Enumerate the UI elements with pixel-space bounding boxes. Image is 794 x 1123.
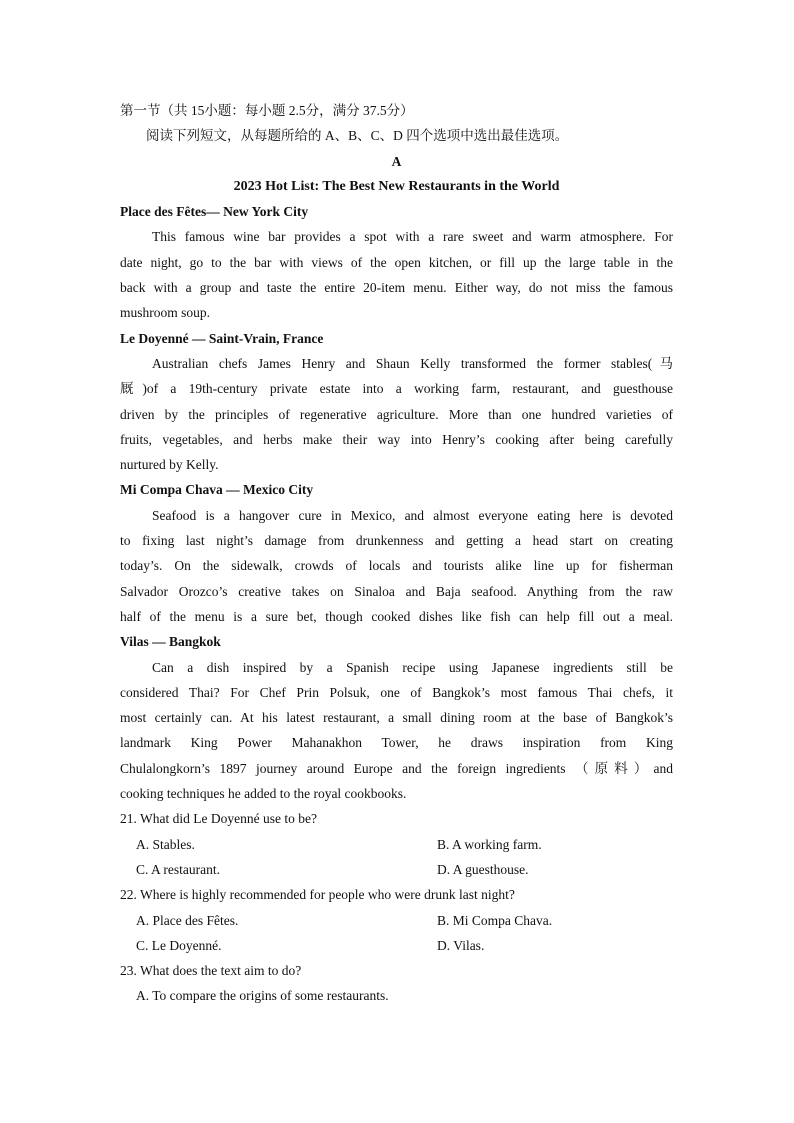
restaurant-section: [120, 477, 673, 629]
question-stem: 23. What does the text aim to do?: [120, 963, 302, 979]
passage-label: A: [391, 153, 402, 169]
option-a: A. To compare the origins of some restaurants.: [136, 988, 389, 1004]
passage-title: 2023 Hot List: The Best New Restaurants in the World: [233, 178, 560, 194]
question-stem: 22. Where is highly recommended for people who were drunk last night?: [120, 887, 515, 903]
paragraph-line: Australian chefs James Henry and Shaun Kelly transformed the former stables(马: [152, 355, 673, 371]
paragraph-line: cooking techniques he added to the royal cookbooks.: [120, 786, 407, 802]
paragraph-line: This famous wine bar provides a spot with a rare sweet and warm atmosphere. For: [152, 229, 673, 245]
restaurant-heading: Vilas — Bangkok: [120, 634, 221, 650]
exam-page: [120, 98, 673, 1009]
restaurant-heading: Le Doyenné — Saint-Vrain, France: [120, 330, 324, 346]
paragraph-line: mushroom soup.: [120, 305, 211, 321]
question: [120, 806, 673, 882]
paragraph-line: nurtured by Kelly.: [120, 457, 219, 473]
paragraph-line: date night, go to the bar with views of the open kitchen, or fill up the large table in the: [120, 254, 673, 270]
restaurant-section: [120, 629, 673, 806]
option-row: [120, 908, 673, 933]
restaurant-section: [120, 199, 673, 325]
paragraph-line: today’s. On the sidewalk, crowds of locals and tourists alike line up for fisherman: [120, 558, 673, 574]
paragraph-line: back with a group and taste the entire 20-item menu. Either way, do not miss the famous: [120, 280, 673, 296]
paragraph-line: 厩)of a 19th-century private estate into a working farm, restaurant, and guesthouse: [120, 381, 673, 397]
question: [120, 958, 673, 1009]
option-d: D. A guesthouse.: [437, 861, 529, 877]
option-d: D. Vilas.: [437, 937, 485, 953]
paragraph-line: landmark King Power Mahanakhon Tower, he draws inspiration from King: [120, 735, 673, 751]
option-a: A. Stables.: [136, 836, 195, 852]
option-c: C. A restaurant.: [136, 861, 220, 877]
option-row: [120, 832, 673, 857]
paragraph-line: most certainly can. At his latest restaurant, a small dining room at the base of Bangkok’s: [120, 710, 673, 726]
restaurant-heading: Mi Compa Chava — Mexico City: [120, 482, 314, 498]
paragraph-line: half of the menu is a sure bet, though cooked dishes like fish can help fill out a meal.: [120, 608, 673, 624]
question-stem: 21. What did Le Doyenné use to be?: [120, 811, 317, 827]
restaurant-section: [120, 326, 673, 478]
paragraph-line: Can a dish inspired by a Spanish recipe using Japanese ingredients still be: [152, 659, 673, 675]
paragraph-line: Chulalongkorn’s 1897 journey around Europe and the foreign ingredients （原料）and: [120, 760, 673, 776]
instruction: 阅读下列短文，从每题所给的 A、B、C、D 四个选项中选出最佳选项。: [146, 128, 569, 144]
paragraph-line: considered Thai? For Chef Prin Polsuk, one of Bangkok’s most famous Thai chefs, it: [120, 684, 673, 700]
option-row: [120, 857, 673, 882]
paragraph-line: Seafood is a hangover cure in Mexico, and almost everyone eating here is devoted: [152, 507, 673, 523]
paragraph-line: fruits, vegetables, and herbs make their way into Henry’s cooking after being carefully: [120, 431, 673, 447]
option-row: [120, 933, 673, 958]
paragraph-line: Salvador Orozco’s creative takes on Sinaloa and Baja seafood. Anything from the raw: [120, 583, 673, 599]
restaurant-heading: Place des Fêtes— New York City: [120, 204, 309, 220]
option-c: C. Le Doyenné.: [136, 937, 222, 953]
section-header: 第一节（共 15小题：每小题 2.5分，满分 37.5分）: [120, 103, 414, 118]
option-b: B. Mi Compa Chava.: [437, 912, 553, 928]
paragraph-line: to fixing last night’s damage from drunkenness and getting a head start on creating: [120, 533, 673, 549]
question: [120, 882, 673, 958]
paragraph-line: driven by the principles of regenerative agriculture. More than one hundred varieties of: [120, 406, 673, 422]
option-b: B. A working farm.: [437, 836, 542, 852]
option-a: A. Place des Fêtes.: [136, 912, 239, 928]
